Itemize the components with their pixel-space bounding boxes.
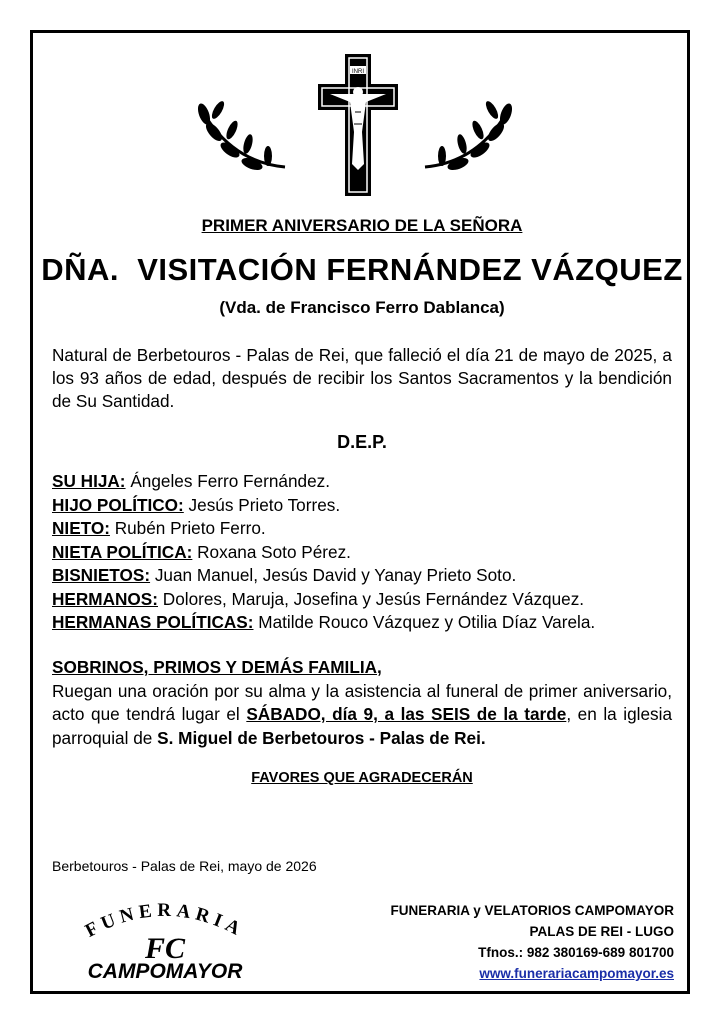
family-names: Jesús Prieto Torres. xyxy=(183,494,341,515)
company-name: FUNERARIA y VELATORIOS CAMPOMAYOR xyxy=(390,903,674,918)
family-names: Ángeles Ferro Fernández. xyxy=(125,471,330,491)
other-relatives: SOBRINOS, PRIMOS Y DEMÁS FAMILIA, xyxy=(52,657,382,677)
deceased-name: DÑA. VISITACIÓN FERNÁNDEZ VÁZQUEZ xyxy=(41,252,683,287)
funeraria-logo xyxy=(50,892,280,982)
family-names: Matilde Rouco Vázquez y Otilia Díaz Varela. xyxy=(253,612,596,632)
family-names: Rubén Prieto Ferro. xyxy=(109,518,266,538)
family-relation: NIETO: xyxy=(52,518,110,538)
family-row xyxy=(52,564,672,588)
widow-of: (Vda. de Francisco Ferro Dablanca) xyxy=(219,298,505,317)
dateline: Berbetouros - Palas de Rei, mayo de 2026 xyxy=(52,858,317,874)
family-row xyxy=(52,541,672,565)
family-relation: HERMANOS: xyxy=(52,588,158,609)
funeral-place: S. Miguel de Berbetouros - Palas de Rei. xyxy=(157,727,486,748)
family-list xyxy=(52,470,672,635)
family-relation: HIJO POLÍTICO: xyxy=(52,494,184,515)
company-location: PALAS DE REI - LUGO xyxy=(529,924,674,939)
dep-label: D.E.P. xyxy=(337,432,387,452)
laurel-left-icon xyxy=(196,99,285,172)
family-names: Juan Manuel, Jesús David y Yanay Prieto Soto. xyxy=(150,565,517,585)
closing-paragraph xyxy=(52,656,672,750)
funeral-time: SÁBADO, día 9, a las SEIS de la tarde xyxy=(246,704,567,724)
crucifix-icon xyxy=(190,52,520,202)
thanks-line: FAVORES QUE AGRADECERÁN xyxy=(251,770,473,786)
family-relation: SU HIJA: xyxy=(52,471,126,491)
family-row xyxy=(52,517,672,541)
family-row xyxy=(52,494,672,518)
notice-title: PRIMER ANIVERSARIO DE LA SEÑORA xyxy=(201,216,523,235)
family-relation: NIETA POLÍTICA: xyxy=(52,541,193,562)
family-names: Dolores, Maruja, Josefina y Jesús Fernández Vázquez. xyxy=(158,588,585,609)
logo-monogram: FC xyxy=(144,932,186,965)
closing-text-2: , en la iglesia parroquial de xyxy=(52,704,673,748)
inri-label: INRI xyxy=(352,69,364,75)
family-row xyxy=(52,470,672,494)
funeral-home-info xyxy=(390,900,674,984)
family-row xyxy=(52,611,672,635)
intro-paragraph: Natural de Berbetouros - Palas de Rei, que falleció el día 21 de mayo de 2025, a los 93 años de edad, después de recibir los Santos Sacramentos y la bendición de Su Santidad. xyxy=(52,345,672,411)
cross-icon xyxy=(318,54,398,196)
family-relation: BISNIETOS: xyxy=(52,565,151,585)
logo-bottom-text: CAMPOMAYOR xyxy=(87,960,243,982)
family-relation: HERMANAS POLÍTICAS: xyxy=(52,612,254,632)
company-phones: Tfnos.: 982 380169-689 801700 xyxy=(478,945,674,960)
logo-top-text: FUNERARIA xyxy=(81,899,248,942)
family-names: Roxana Soto Pérez. xyxy=(192,541,351,562)
laurel-right-icon xyxy=(425,99,514,172)
family-row xyxy=(52,588,672,612)
company-website-link[interactable]: www.funerariacampomayor.es xyxy=(479,966,674,981)
closing-text-1: Ruegan una oración por su alma y la asistencia al funeral de primer aniversario, acto que tendrá lugar el xyxy=(52,680,672,724)
